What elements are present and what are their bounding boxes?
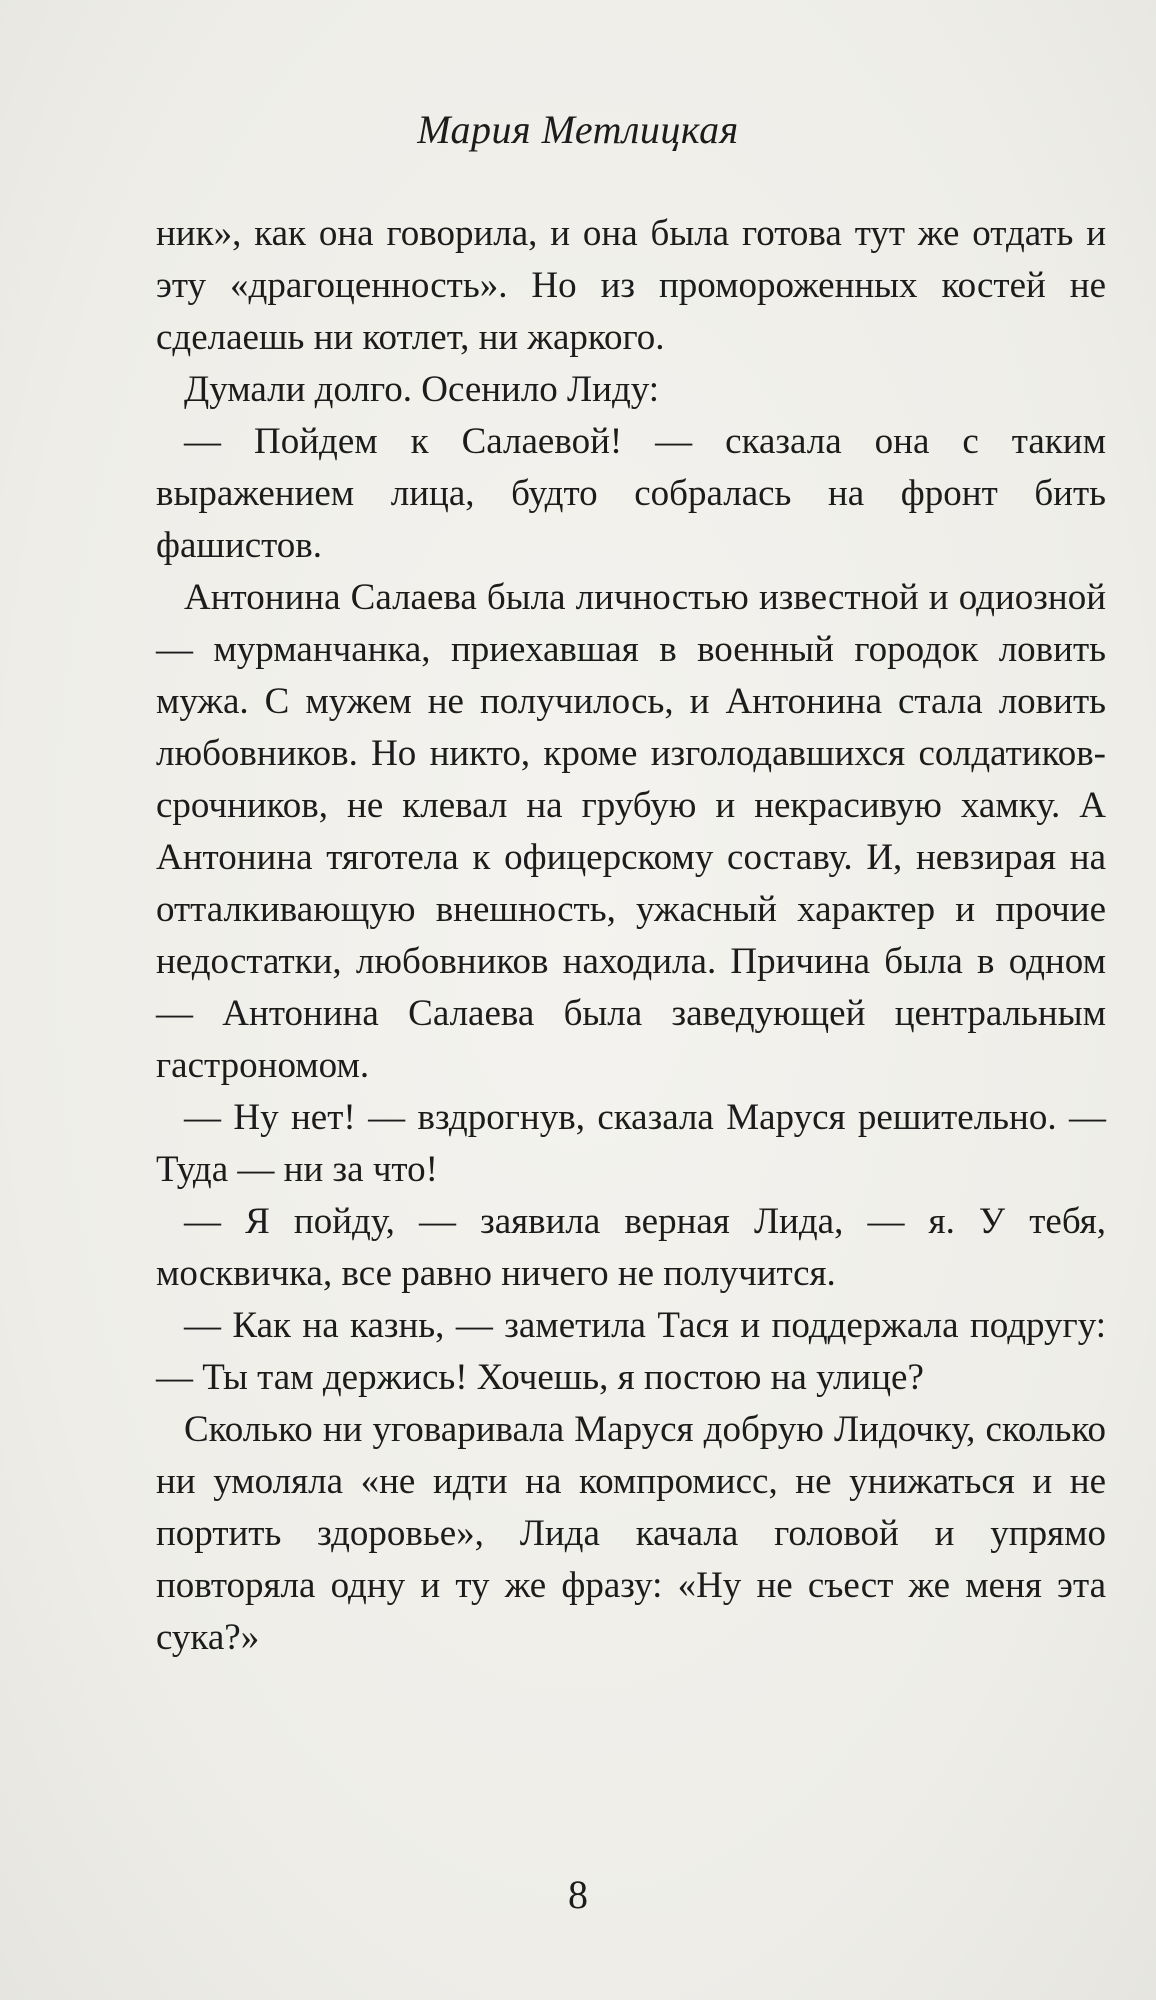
paragraph-dialogue: — Пойдем к Салаевой! — сказала она с таким выражением лица, будто собралась на фронт бить фашистов. (156, 421, 1106, 566)
body-text (156, 208, 1106, 1664)
paragraph-dialogue: — Как на казнь, — заметила Тася и поддержала подругу: — Ты там держись! Хочешь, я постою на улице? (156, 1305, 1106, 1398)
paragraph: Думали долго. Осенило Лиду: (184, 369, 660, 410)
paragraph: Антонина Салаева была личностью известной и одиозной — мурманчанка, приехавшая в военный городок ловить мужа. С мужем не получилось, и Антонина стала ловить любовников. Но никто, кроме изголодавшихся солдатиков-срочников, не клевал на грубую и некрасивую хамку. А Антонина тяготела к офицерскому составу. И, невзирая на отталкивающую внешность, ужасный характер и прочие недостатки, любовников находила. Причина была в одном — Антонина Салаева была заведующей центральным гастрономом. (156, 577, 1106, 1086)
page-number: 8 (568, 1872, 588, 1917)
paragraph-dialogue: — Я пойду, — заявила верная Лида, — я. У тебя, москвичка, все равно ничего не получится. (156, 1201, 1106, 1294)
paragraph-continuation: ник», как она говорила, и она была готова тут же отдать и эту «драгоценность». Но из промороженных костей не сделаешь ни котлет, ни жаркого. (156, 213, 1106, 358)
running-head-author: Мария Метлицкая (417, 107, 739, 152)
paragraph: Сколько ни уговаривала Маруся добрую Лидочку, сколько ни умоляла «не идти на компромисс, не унижаться и не портить здоровье», Лида качала головой и упрямо повторяла одну и ту же фразу: «Ну не съест же меня эта сука?» (156, 1409, 1106, 1658)
paragraph-dialogue: — Ну нет! — вздрогнув, сказала Маруся решительно. — Туда — ни за что! (156, 1097, 1106, 1190)
